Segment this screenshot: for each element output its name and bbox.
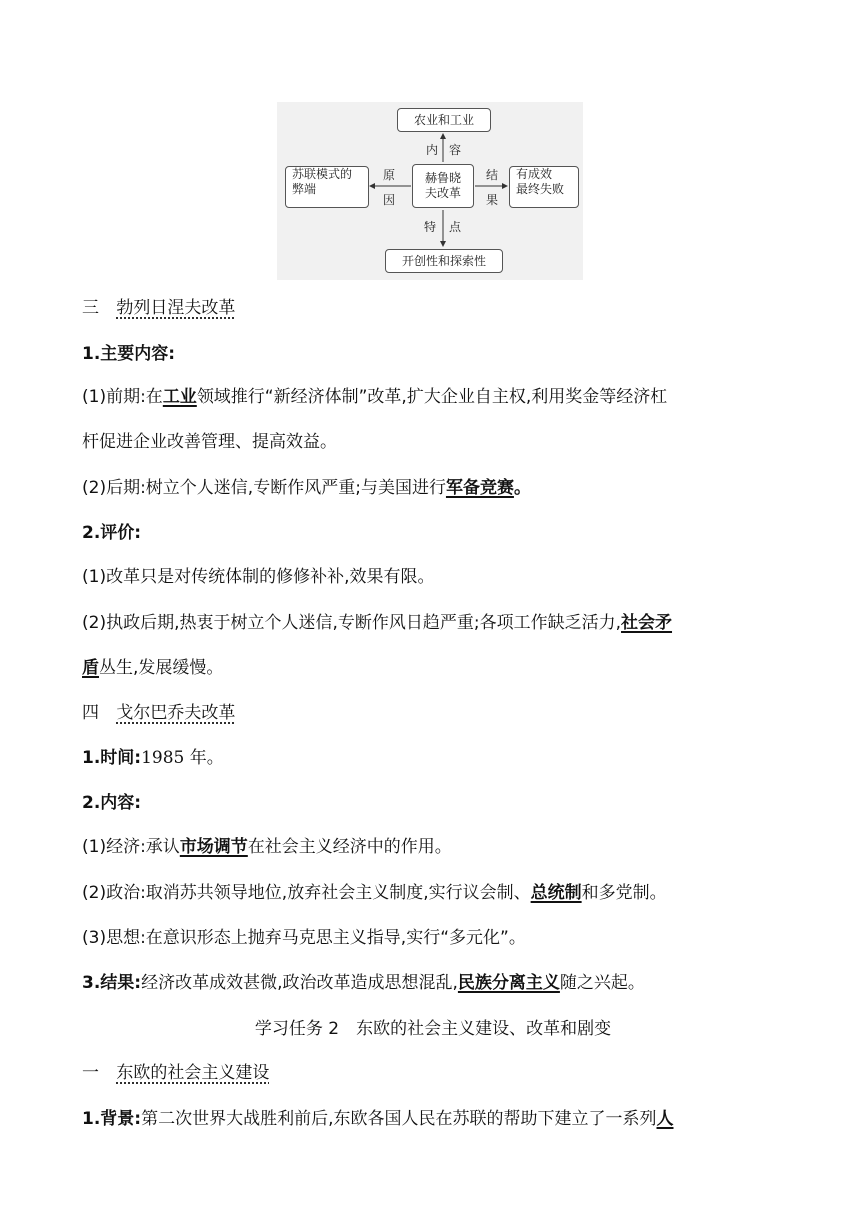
sec3-heading-content: 1.主要内容: [82, 344, 176, 364]
section-1-number: 一 [82, 1063, 99, 1083]
sec4-heading-content: 2.内容: [82, 793, 142, 813]
diagram-label-feature-b: 点 [449, 220, 462, 234]
keyword-presidential-system: 总统制 [530, 883, 582, 903]
section-3-title: 勃列日涅夫改革 [116, 298, 236, 318]
keyword-people: 人 [656, 1109, 674, 1129]
section-3-heading [82, 295, 784, 321]
diagram-label-cause-a: 原 [383, 168, 396, 182]
section-3-number: 三 [82, 298, 99, 318]
sec4-time: 1.时间:1985 年。 [82, 748, 224, 768]
sec3-eval-2-cont: 盾丛生,发展缓慢。 [82, 658, 224, 678]
sec3-para-early-1: (1)前期:在工业领域推行“新经济体制”改革,扩大企业自主权,利用奖金等经济杠 [82, 387, 668, 407]
sec3-para-late: (2)后期:树立个人迷信,专断作风严重;与美国进行军备竞赛。 [82, 478, 531, 498]
task-2-heading: 学习任务 2 东欧的社会主义建设、改革和剧变 [254, 1019, 612, 1039]
sec4-politics: (2)政治:取消苏共领导地位,放弃社会主义制度,实行议会制、总统制和多党制。 [82, 883, 667, 903]
section-1-heading [82, 1060, 784, 1086]
diagram-label-cause-b: 因 [383, 193, 396, 207]
sec3-heading-eval: 2.评价: [82, 523, 142, 543]
diagram-label-content-a: 内 [426, 143, 439, 157]
sec4-economy: (1)经济:承认市场调节在社会主义经济中的作用。 [82, 837, 452, 857]
diagram-box-cause: 苏联模式的 弊端 [285, 166, 369, 208]
diagram-box-result: 有成效 最终失败 [509, 166, 579, 208]
section-4-number: 四 [82, 703, 99, 723]
diagram-label-content-b: 容 [449, 143, 462, 157]
keyword-market-regulation: 市场调节 [179, 837, 248, 857]
section-1-title: 东欧的社会主义建设 [116, 1063, 270, 1083]
keyword-social-contradictions: 社会矛 [621, 613, 673, 633]
section-4-heading [82, 700, 784, 726]
diagram-label-feature-a: 特 [424, 220, 437, 234]
diagram-label-result-a: 结 [486, 168, 499, 182]
section-4-title: 戈尔巴乔夫改革 [116, 703, 236, 723]
sec3-para-early-2: 杆促进企业改善管理、提高效益。 [82, 432, 337, 452]
keyword-industry: 工业 [162, 387, 197, 407]
keyword-arms-race: 军备竞赛 [445, 478, 514, 498]
sec4-ideology: (3)思想:在意识形态上抛弃马克思主义指导,实行“多元化”。 [82, 928, 526, 948]
sec3-eval-1: (1)改革只是对传统体制的修修补补,效果有限。 [82, 567, 435, 587]
diagram-box-center: 赫鲁晓 夫改革 [412, 164, 474, 208]
diagram-box-feature: 开创性和探索性 [385, 249, 503, 273]
sec1-background: 1.背景:第二次世界大战胜利前后,东欧各国人民在苏联的帮助下建立了一系列人 [82, 1109, 674, 1129]
sec3-eval-2: (2)执政后期,热衷于树立个人迷信,专断作风日趋严重;各项工作缺乏活力,社会矛 [82, 613, 673, 633]
diagram-label-result-b: 果 [486, 193, 499, 207]
reform-diagram [277, 102, 583, 280]
diagram-box-content: 农业和工业 [397, 108, 491, 132]
sec4-result: 3.结果:经济改革成效甚微,政治改革造成思想混乱,民族分离主义随之兴起。 [82, 973, 645, 993]
keyword-ethnic-separatism: 民族分离主义 [457, 973, 560, 993]
